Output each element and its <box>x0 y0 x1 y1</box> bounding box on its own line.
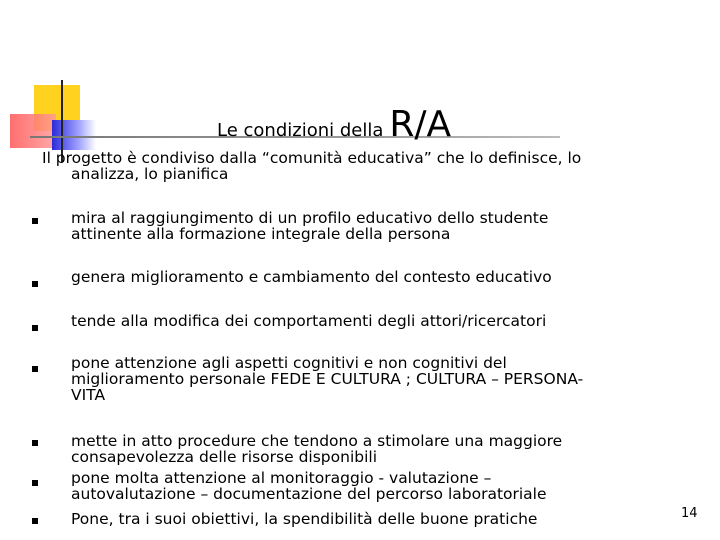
title-abbrev: R/A <box>389 104 452 145</box>
bullet-line: miglioramento personale FEDE E CULTURA ; CULTURA – PERSONA- <box>71 370 584 388</box>
title-main: Le condizioni della <box>217 120 384 141</box>
bullet-marker <box>32 480 38 486</box>
slide-title <box>217 104 451 145</box>
decor-red-square <box>10 114 56 148</box>
bullet-line: consapevolezza delle risorse disponibili <box>71 448 378 466</box>
bullet-item <box>71 470 547 502</box>
bullet-line: pone attenzione agli aspetti cognitivi e non cognitivi del <box>71 354 507 372</box>
bullet-marker <box>32 281 38 287</box>
bullet-line: attinente alla formazione integrale della persona <box>71 225 451 243</box>
bullet-item <box>71 433 562 465</box>
bullet-marker <box>32 325 38 331</box>
intro-line-2: analizza, lo pianifica <box>71 165 229 183</box>
bullet-item <box>71 210 548 242</box>
intro-text <box>42 150 581 182</box>
bullet-line: tende alla modifica dei comportamenti degli attori/ricercatori <box>71 312 547 330</box>
bullet-item <box>71 511 537 527</box>
bullet-line: genera miglioramento e cambiamento del contesto educativo <box>71 268 552 286</box>
bullet-marker <box>32 366 38 372</box>
bullet-line: autovalutazione – documentazione del percorso laboratoriale <box>71 485 547 503</box>
bullet-line: pone molta attenzione al monitoraggio - valutazione – <box>71 469 492 487</box>
bullet-line: mette in atto procedure che tendono a stimolare una maggiore <box>71 432 563 450</box>
bullet-item <box>71 355 583 403</box>
page-number: 14 <box>681 506 698 521</box>
bullet-marker <box>32 218 38 224</box>
bullet-marker <box>32 518 38 524</box>
bullet-line: mira al raggiungimento di un profilo educativo dello studente <box>71 209 549 227</box>
bullet-line: Pone, tra i suoi obiettivi, la spendibilità delle buone pratiche <box>71 510 538 528</box>
intro-line-1: Il progetto è condiviso dalla “comunità educativa” che lo definisce, lo <box>42 149 582 167</box>
bullet-line: VITA <box>71 386 106 404</box>
bullet-marker <box>32 440 38 446</box>
bullet-item <box>71 313 546 329</box>
bullet-item <box>71 269 552 285</box>
decor-blue-square <box>52 120 96 150</box>
